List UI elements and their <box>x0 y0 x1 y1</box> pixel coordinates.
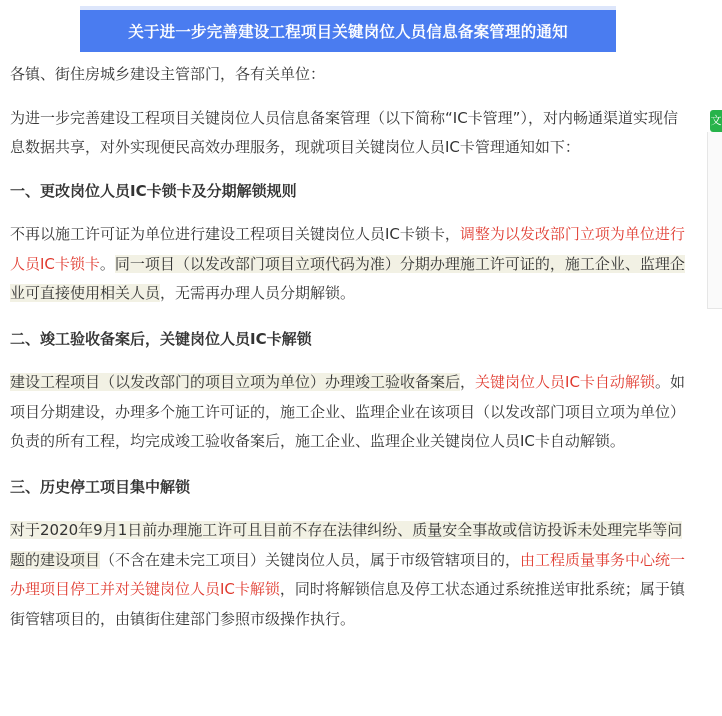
text: ，无需再办理人员分期解锁。 <box>160 284 356 302</box>
text: 。 <box>99 254 115 273</box>
section-paragraph-3 <box>10 516 690 634</box>
text: 不再以施工许可证为单位进行建设工程项目关键岗位人员IC卡锁卡， <box>10 225 460 243</box>
text: ， <box>460 373 476 391</box>
section-heading-1: 一、更改岗位人员IC卡锁卡及分期解锁规则 <box>10 181 297 200</box>
section-paragraph-2 <box>10 368 690 457</box>
section-heading-3: 三、历史停工项目集中解锁 <box>10 477 191 496</box>
side-panel-edge <box>707 132 722 309</box>
section-heading-2: 二、竣工验收备案后，关键岗位人员IC卡解锁 <box>10 329 312 348</box>
highlighted-text: 对于2020年9月1日前办理施工许可且目前不存在法律纠纷、质量安全事故或信访投诉未处理完毕等问题的建设项目 <box>10 521 683 569</box>
highlight-red-text: 由工程质量事务中心统一办理项目停工并对关键岗位人员IC卡解锁 <box>10 550 686 598</box>
text: （不含在建未完工项目）关键岗位人员，属于市级管辖项目的， <box>100 550 521 569</box>
highlight-red-text: 关键岗位人员IC卡自动解锁 <box>475 373 655 391</box>
side-tab[interactable]: 文 <box>710 110 722 132</box>
text: ，同时将解锁信息及停工状态通过系统推送审批系统；属于镇街管辖项目的，由镇街住建部门参照市级操作执行。 <box>10 580 685 628</box>
article-body <box>10 60 690 634</box>
greeting: 各镇、街住房城乡建设主管部门，各有关单位： <box>10 65 326 83</box>
intro-paragraph: 为进一步完善建设工程项目关键岗位人员信息备案管理（以下简称“IC卡管理”），对内畅通渠道实现信息数据共享，对外实现便民高效办理服务，现就项目关键岗位人员IC卡管理通知如下： <box>10 108 678 156</box>
text: 。如项目分期建设，办理多个施工许可证的，施工企业、监理企业在该项目（以发改部门项目立项为单位）负责的所有工程，均完成竣工验收备案后，施工企业、监理企业关键岗位人员IC卡自动解锁。 <box>10 373 686 450</box>
highlighted-text: 建设工程项目（以发改部门的项目立项为单位）办理竣工验收备案后 <box>10 373 461 391</box>
article-title: 关于进一步完善建设工程项目关键岗位人员信息备案管理的通知 <box>128 23 568 41</box>
highlight-red-text: 调整为以发改部门立项为单位进行人员IC卡锁卡 <box>10 225 685 273</box>
highlighted-text: 同一项目（以发改部门项目立项代码为准）分期办理施工许可证的，施工企业、监理企业可直接使用相关人员 <box>10 254 685 302</box>
section-paragraph-1 <box>10 220 690 309</box>
banner-top-strip <box>80 6 616 10</box>
article-title-banner <box>80 10 616 52</box>
